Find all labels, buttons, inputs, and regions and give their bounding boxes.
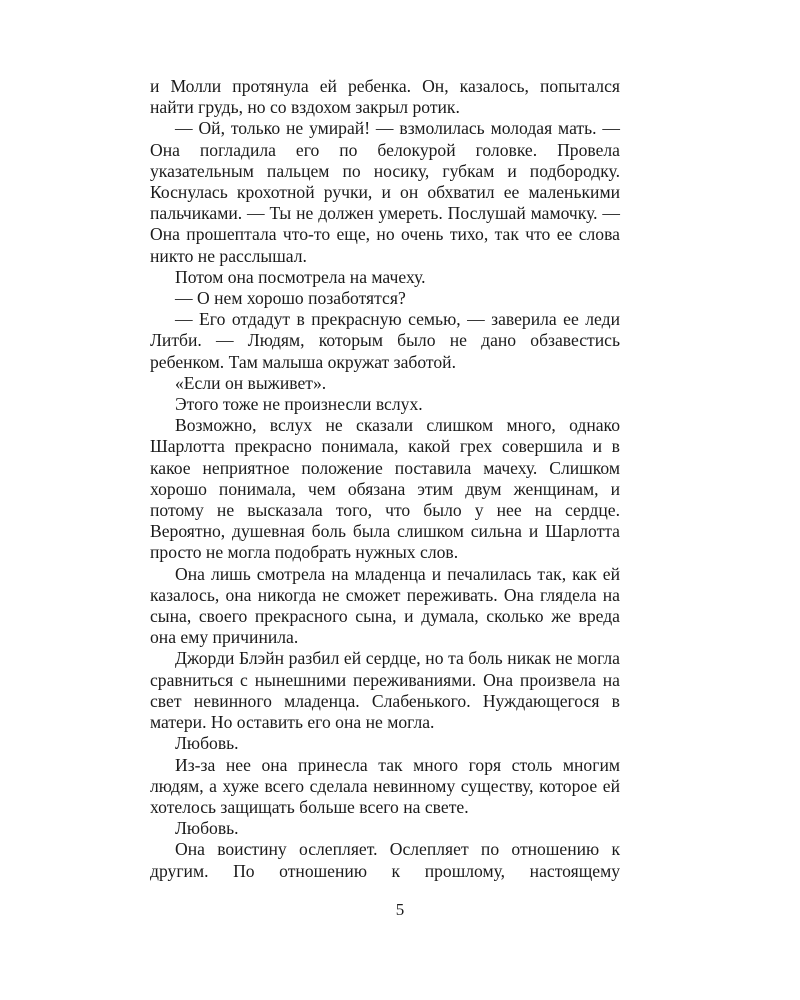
page-number: 5: [395, 900, 405, 919]
paragraph: — О нем хорошо позаботятся?: [175, 288, 406, 309]
paragraph: Она воистину ослепляет. Ослепляет по отношению к другим. По отношению к прошлому, настоящему: [150, 839, 620, 881]
paragraph: Любовь.: [175, 733, 239, 754]
paragraph: Она лишь смотрела на младенца и печалилась так, как ей казалось, она никогда не сможет переживать. Она глядела на сына, своего прекрасного сына, и думала, сколько же вреда она ему причинила.: [150, 563, 620, 648]
paragraph: Возможно, вслух не сказали слишком много, однако Шарлотта прекрасно понимала, какой грех совершила и в какое неприятное положение поставила мачеху. Слишком хорошо понимала, чем обязана этим двум женщинам, и потому не высказала того, что было у нее на сердце. Вероятно, душевная боль была слишком сильна и Шарлотта просто не могла подобрать нужных слов.: [150, 415, 620, 563]
paragraph: Любовь.: [175, 818, 239, 839]
page-body: [150, 76, 620, 882]
paragraph: Из-за нее она принесла так много горя столь многим людям, а хуже всего сделала невинному существу, которое ей хотелось защищать больше всего на свете.: [150, 754, 620, 817]
paragraph: Этого тоже не произнесли вслух.: [175, 394, 423, 415]
paragraph: «Если он выживет».: [175, 372, 327, 393]
paragraph: — Ой, только не умирай! — взмолилась молодая мать. — Она погладила его по белокурой головке. Провела указательным пальцем по носику, губкам и подбородку. Коснулась крохотной ручки, и он обхватил ее маленькими пальчиками. — Ты не должен умереть. Послушай мамочку. — Она прошептала что-то еще, но очень тихо, так что ее слова никто не расслышал.: [150, 118, 620, 266]
paragraph: Потом она посмотрела на мачеху.: [175, 266, 426, 287]
paragraph: и Молли протянула ей ребенка. Он, казалось, попытался найти грудь, но со вздохом закрыл ротик.: [150, 76, 620, 118]
paragraph: Джорди Блэйн разбил ей сердце, но та боль никак не могла сравниться с нынешними переживаниями. Она произвела на свет невинного младенца. Слабенького. Нуждающегося в матери. Но оставить его она не могла.: [150, 648, 620, 733]
paragraph: — Его отдадут в прекрасную семью, — заверила ее леди Литби. — Людям, которым было не дано обзавестись ребенком. Там малыша окружат заботой.: [150, 309, 620, 372]
